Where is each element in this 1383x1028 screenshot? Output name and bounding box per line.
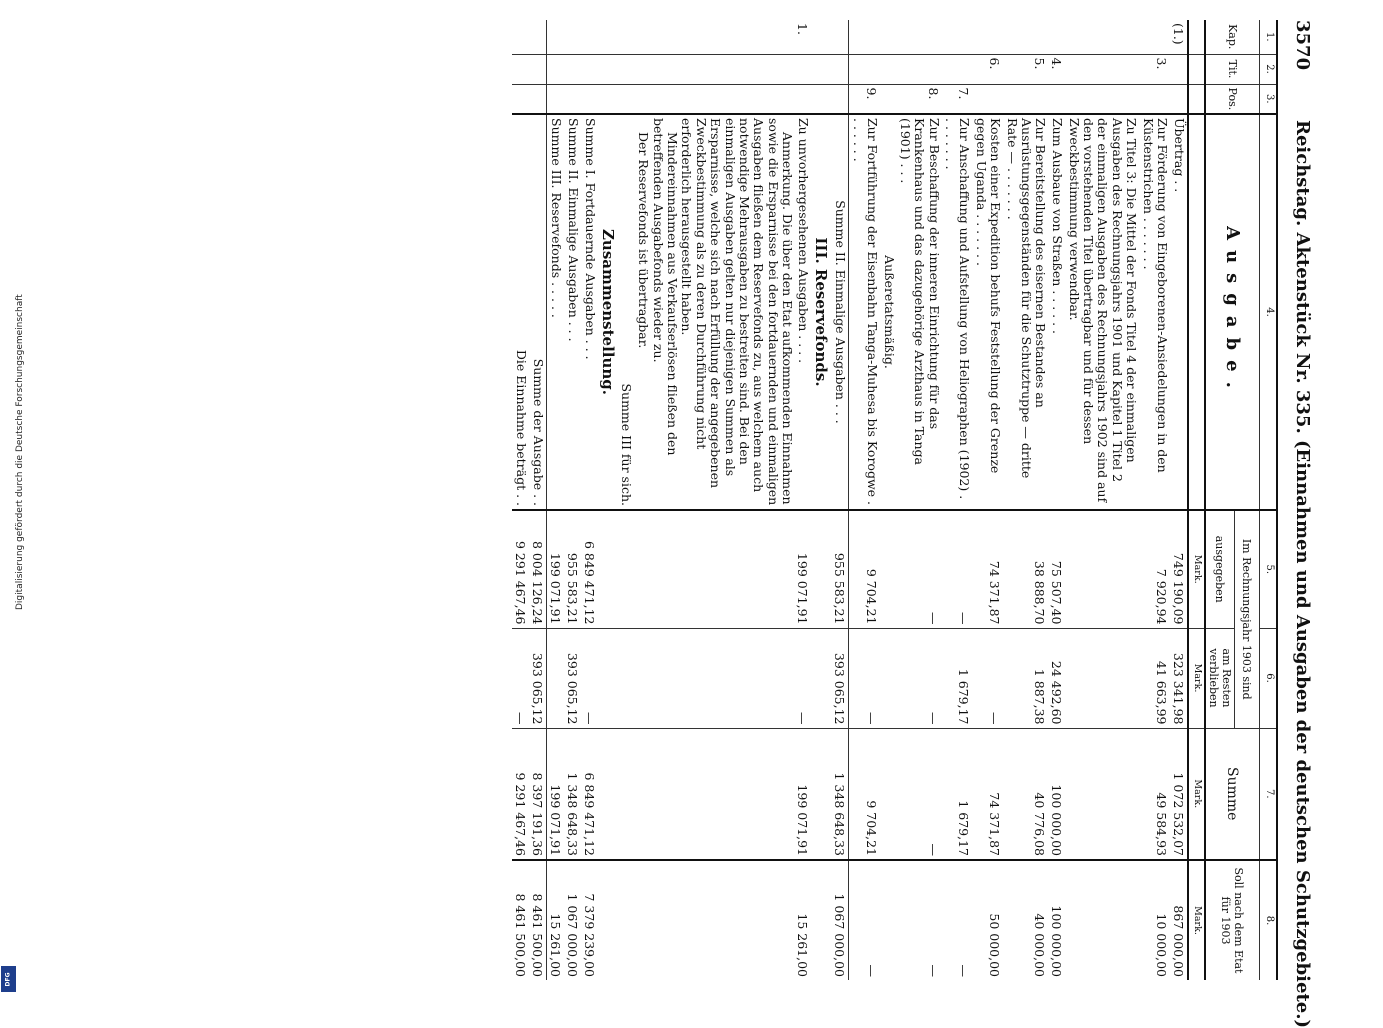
- ausgegeben-cell: 955 583,21: [832, 510, 850, 628]
- total-am-resten: —: [512, 628, 529, 728]
- page-title: Reichstag. Aktenstück Nr. 335. (Einnahmen und Ausgaben der deutschen Schutzgebiete.): [1292, 120, 1313, 1028]
- pos-cell: [1139, 84, 1170, 114]
- tit-cell: [897, 54, 942, 84]
- ledger-row: [1048, 20, 1065, 980]
- pos-cell: 8.: [897, 84, 942, 114]
- summary-soll: 15 261,00: [547, 913, 563, 977]
- soll-header: Soll nach dem Etat für 1903: [1205, 860, 1260, 980]
- column-header-row: [1235, 20, 1260, 980]
- soll-cell: 10 000,00: [1154, 913, 1169, 977]
- summary-ausgegeben: 6 849 471,12: [581, 510, 598, 628]
- summe-cell: [1065, 728, 1139, 860]
- soll-cell: 1 067 000,00: [832, 860, 850, 980]
- kap-cell: [880, 20, 896, 54]
- total-ausgegeben: 8 004 126,24: [529, 510, 547, 628]
- kap-cell: [1065, 20, 1139, 54]
- ledger-row: [1139, 20, 1170, 980]
- pos-cell: [1003, 84, 1048, 114]
- total-summe: 8 397 191,36: [529, 728, 547, 860]
- section-title: III. Reservefonds.: [812, 114, 832, 510]
- pos-cell: [880, 84, 896, 114]
- summary-summe: 1 348 648,33: [564, 728, 581, 860]
- am-resten-cell: —: [849, 628, 880, 728]
- ledger-row: [942, 20, 973, 980]
- am-resten-cell: 323 341,98: [1170, 628, 1188, 728]
- ausgegeben-cell: [1065, 510, 1139, 628]
- description-cell: Zum Ausbaue von Straßen . . . . . .: [1048, 114, 1065, 510]
- total-summe: 9 291 467,46: [512, 728, 529, 860]
- dfg-logo: DFG: [1, 966, 16, 992]
- total-am-resten: 393 065,12: [529, 628, 547, 728]
- summary-ausgegeben: 199 071,91: [546, 510, 564, 628]
- total-soll: 8 461 500,00: [529, 860, 547, 980]
- summary-ausgegeben: 955 583,21: [564, 510, 581, 628]
- description-cell: Zur Anschaffung und Aufstellung von Heliographen (1902) . . . . . . . .: [942, 114, 973, 510]
- kap-cell: [849, 20, 880, 54]
- soll-cell: —: [956, 964, 972, 977]
- kap-cell: [1048, 20, 1065, 54]
- summary-am-resten: [546, 628, 564, 728]
- description-cell: Zu Titel 3: Die Mittel der Fonds Titel 4 der einmaligen Ausgaben des Rechnungsjahrs 1901 und Kapitel 1 Titel 2 der einmaligen Ausgaben des Rechnungsjahrs 1902 sind auf den vorstehenden Titel übertragbar und für dessen Zweckbestimmung verwendbar.: [1065, 114, 1139, 510]
- summary-summe: 199 071,91: [546, 728, 564, 860]
- ausgegeben-cell: 75 507,40: [1048, 510, 1065, 628]
- am-resten-cell: —: [897, 628, 942, 728]
- page-header: [1283, 20, 1313, 1028]
- rechnungsjahr-header: Im Rechnungsjahr 1903 sind: [1235, 510, 1260, 728]
- reserve-row: 1. Zu unvorhergesehenen Ausgaben . . . . Anmerkung. Die über den Etat aufkommenden Einnahmen sowie die Ersparnisse bei den fortdauernden und einmaligen Ausgaben fließen dem Reservefonds zu, aus welchem auch notwendige Mehrausgaben zu bestreiten sind. Bei den einmaligen Ausgaben gelten nur diejenigen Summen als Ersparnisse, welche sich nach Erfüllung der angegebenen Zweckbestimmung als zu deren Durchführung nicht erforderlich herausgestellt haben. Mindereinnahmen aus Verkaufserlösen fließen den betreffenden Ausgabefonds wieder zu. Der Reservefonds ist übertragbar. Summe III für sich. 199 071,91 — 199 071,91 15 261,00: [618, 20, 812, 980]
- am-resten-cell: 393 065,12: [832, 628, 850, 728]
- soll-cell: 50 000,00: [987, 913, 1003, 977]
- summary-row: [564, 20, 581, 980]
- soll-cell: 867 000,00: [1171, 905, 1186, 977]
- column-number-row: 1. 2. 3. 4. 5. 6. 7. 8.: [1260, 20, 1278, 980]
- tit-cell: [832, 54, 850, 84]
- summary-row: [546, 20, 564, 980]
- ledger-row: [880, 20, 896, 980]
- total-ausgegeben: 9 291 467,46: [512, 510, 529, 628]
- pos-cell: [1065, 84, 1139, 114]
- am-resten-cell: 24 492,60: [1048, 628, 1065, 728]
- total-row: [529, 20, 547, 980]
- summary-soll: 1 067 000,00: [564, 893, 580, 977]
- soll-cell: [880, 860, 896, 980]
- summary-soll: 7 379 239,00: [581, 893, 597, 977]
- tit-cell: [880, 54, 896, 84]
- ledger-row: [832, 20, 850, 980]
- ausgegeben-cell: 7 920,94: [1139, 510, 1170, 628]
- pos-cell: [1170, 84, 1188, 114]
- tit-cell: [849, 54, 880, 84]
- summe-cell: 9 704,21: [849, 728, 880, 860]
- ausgegeben-cell: 74 371,87: [973, 510, 1004, 628]
- ausgegeben-cell: 749 190,09: [1170, 510, 1188, 628]
- credit-text: Digitalisierung gefördert durch die Deutsche Forschungsgemeinschaft: [15, 294, 25, 610]
- reserve-text: Zu unvorhergesehenen Ausgaben . . . . Anmerkung. Die über den Etat aufkommenden Einnahmen sowie die Ersparnisse bei den fortdauernden und einmaligen Ausgaben fließen dem Reservefonds zu, aus welchem auch notwendige Mehrausgaben zu bestreiten sind. Bei den einmaligen Ausgaben gelten nur diejenigen Summen als Ersparnisse, welche sich nach Erfüllung der angegebenen Zweckbestimmung als zu deren Durchführung nicht erforderlich herausgestellt haben. Mindereinnahmen aus Verkaufserlösen fließen den betreffenden Ausgabefonds wieder zu. Der Reservefonds ist übertragbar. Summe III für sich.: [618, 114, 812, 510]
- pos-cell: 9.: [849, 84, 880, 114]
- pos-cell: [832, 84, 850, 114]
- ledger-row: [1003, 20, 1048, 980]
- description-cell: Übertrag . .: [1170, 114, 1188, 510]
- ledger-table: [512, 20, 1278, 980]
- tit-cell: 5.: [1003, 54, 1048, 84]
- pos-cell: [1048, 84, 1065, 114]
- summe-cell: 1 348 648,33: [832, 728, 850, 860]
- ausgegeben-cell: 38 888,70: [1003, 510, 1048, 628]
- ledger-row: [973, 20, 1004, 980]
- section-title-row: [812, 20, 832, 980]
- description-cell: Kosten einer Expedition behufs Feststellung der Grenze gegen Uganda . . . . . . .: [973, 114, 1004, 510]
- pos-cell: [973, 84, 1004, 114]
- ledger-row: [1065, 20, 1139, 980]
- summary-title: Zusammenstellung.: [598, 114, 618, 510]
- ausgegeben-cell: —: [942, 510, 973, 628]
- summary-label: Summe II. Einmalige Ausgaben . . .: [564, 114, 581, 510]
- ausgegeben-cell: [880, 510, 896, 628]
- summe-cell: 49 584,93: [1139, 728, 1170, 860]
- description-cell: Zur Fortführung der Eisenbahn Tanga-Muhesa bis Korogwe . . . . . . .: [849, 114, 880, 510]
- soll-cell: [1065, 860, 1139, 980]
- tit-header: Tit.: [1205, 54, 1260, 84]
- ausgegeben-cell: 9 704,21: [849, 510, 880, 628]
- am-resten-header: am Resten verblieben: [1205, 628, 1235, 728]
- total-label: Summe der Ausgabe . .: [529, 114, 547, 510]
- kap-cell: [942, 20, 973, 54]
- summary-title-row: [598, 20, 618, 980]
- tit-cell: 4.: [1048, 54, 1065, 84]
- description-cell: Außeretatsmäßig.: [880, 114, 896, 510]
- tit-cell: 6.: [973, 54, 1004, 84]
- soll-cell: —: [925, 964, 941, 977]
- summary-summe: 6 849 471,12: [581, 728, 598, 860]
- am-resten-cell: 1 679,17: [942, 628, 973, 728]
- kap-cell: [897, 20, 942, 54]
- ledger-row: [849, 20, 880, 980]
- tit-cell: [1170, 54, 1188, 84]
- kap-cell: (1.): [1170, 20, 1188, 54]
- description-cell: Zur Förderung von Eingeborenen-Ansiedelungen in den Küstenstrichen . . . . . . .: [1139, 114, 1170, 510]
- soll-cell: 40 000,00: [1032, 913, 1048, 977]
- kap-cell: [973, 20, 1004, 54]
- ausgegeben-header: ausgegeben: [1205, 510, 1235, 628]
- total-row: [512, 20, 529, 980]
- summary-row: [581, 20, 598, 980]
- summe-cell: 74 371,87: [973, 728, 1004, 860]
- tit-cell: [1065, 54, 1139, 84]
- description-cell: Zur Beschaffung der inneren Einrichtung für das Krankenhaus und das dazugehörige Arzthaus in Tanga (1901) . . .: [897, 114, 942, 510]
- kap-header: Kap.: [1205, 20, 1260, 54]
- summe-header: Summe: [1205, 728, 1260, 860]
- pos-header: Pos.: [1205, 84, 1260, 114]
- am-resten-cell: 41 663,99: [1139, 628, 1170, 728]
- am-resten-cell: [1065, 628, 1139, 728]
- soll-cell: 100 000,00: [1049, 905, 1065, 977]
- soll-cell: —: [864, 964, 880, 977]
- pos-cell: 7.: [942, 84, 973, 114]
- kap-cell: [832, 20, 850, 54]
- summary-label: Summe III. Reservefonds . . . . .: [546, 114, 564, 510]
- am-resten-cell: 1 887,38: [1003, 628, 1048, 728]
- am-resten-cell: [880, 628, 896, 728]
- description-cell: Zur Bereitstellung des eisernen Bestandes an Ausrüstungsgegenständen für die Schutztruppe — dritte Rate — . . . . . . .: [1003, 114, 1048, 510]
- tit-cell: [942, 54, 973, 84]
- summe-cell: 1 072 532,07: [1170, 728, 1188, 860]
- ausgabe-header: Ausgabe.: [1205, 114, 1260, 510]
- tit-cell: 3.: [1139, 54, 1170, 84]
- total-soll: 8 461 500,00: [512, 893, 528, 977]
- unit-row: Mark. Mark. Mark. Mark.: [1188, 20, 1205, 980]
- page-number: 3570: [1292, 20, 1313, 71]
- ausgegeben-cell: —: [897, 510, 942, 628]
- description-cell: Summe II. Einmalige Ausgaben . . .: [832, 114, 850, 510]
- am-resten-cell: —: [973, 628, 1004, 728]
- summe-cell: 100 000,00: [1048, 728, 1065, 860]
- summe-cell: 1 679,17: [942, 728, 973, 860]
- summary-am-resten: —: [581, 628, 598, 728]
- ledger-row: [897, 20, 942, 980]
- kap-cell: [1139, 20, 1170, 54]
- summary-label: Summe I. Fortdauernde Ausgaben . . .: [581, 114, 598, 510]
- summe-cell: [880, 728, 896, 860]
- total-label: Die Einnahme beträgt . .: [512, 114, 529, 510]
- kap-cell: [1003, 20, 1048, 54]
- summary-am-resten: 393 065,12: [564, 628, 581, 728]
- summe-cell: 40 776,08: [1003, 728, 1048, 860]
- summe-cell: —: [897, 728, 942, 860]
- ledger-row: [1170, 20, 1188, 980]
